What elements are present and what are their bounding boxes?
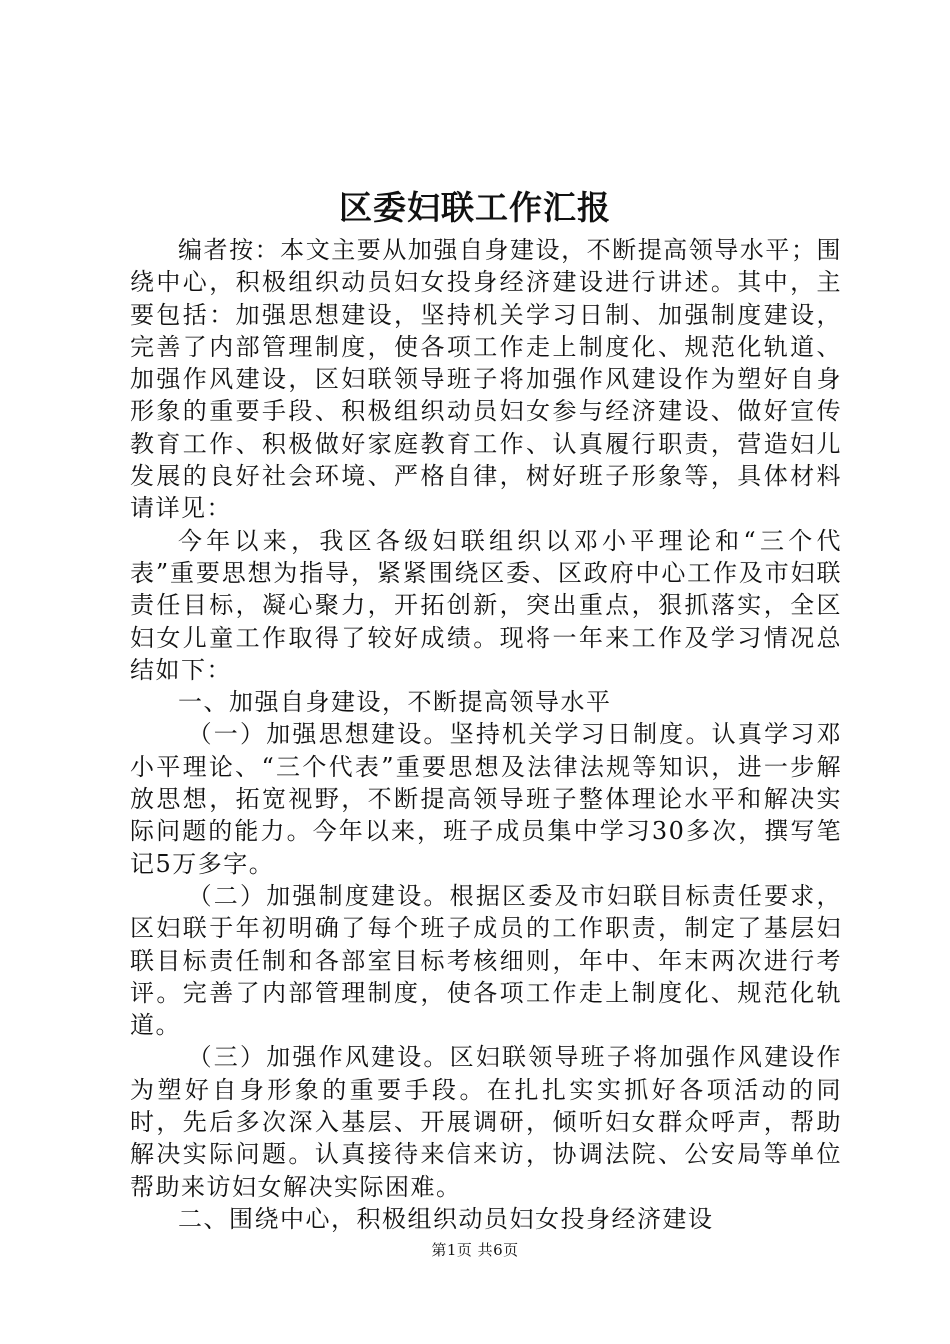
section-heading-2: 二、围绕中心，积极组织动员妇女投身经济建设 [178,1204,714,1233]
page-number-footer: 第1页 共6页 [431,1241,519,1259]
section-heading-1: 一、加强自身建设，不断提高领导水平 [178,688,612,717]
document-body [130,234,842,1235]
document-title: 区委妇联工作汇报 [339,188,611,227]
intro-paragraph: 今年以来，我区各级妇联组织以邓小平理论和“三个代表”重要思想为指导，紧紧围绕区委、区政府中心工作及市妇联责任目标，凝心聚力，开拓创新，突出重点，狠抓落实，全区妇女儿童工作取得了较好成绩。现将一年来工作及学习情况总结如下： [130,526,842,684]
subsection-paragraph-2: （二）加强制度建设。根据区委及市妇联目标责任要求，区妇联于年初明确了每个班子成员的工作职责，制定了基层妇联目标责任制和各部室目标考核细则，年中、年末两次进行考评。完善了内部管理制度，使各项工作走上制度化、规范化轨道。 [130,881,842,1040]
subsection-paragraph-1: （一）加强思想建设。坚持机关学习日制度。认真学习邓小平理论、“三个代表”重要思想及法律法规等知识，进一步解放思想，拓宽视野，不断提高领导班子整体理论水平和解决实际问题的能力。今年以来，班子成员集中学习30多次，撰写笔记5万多字。 [130,720,842,878]
editor-note-paragraph: 编者按：本文主要从加强自身建设，不断提高领导水平；围绕中心，积极组织动员妇女投身经济建设进行讲述。其中，主要包括：加强思想建设，坚持机关学习日制、加强制度建设，完善了内部管理制度，使各项工作走上制度化、规范化轨道、加强作风建设，区妇联领导班子将加强作风建设作为塑好自身形象的重要手段、积极组织动员妇女参与经济建设、做好宣传教育工作、积极做好家庭教育工作、认真履行职责，营造妇儿发展的良好社会环境、严格自律，树好班子形象等，具体材料请详见： [130,236,842,523]
subsection-paragraph-3: （三）加强作风建设。区妇联领导班子将加强作风建设作为塑好自身形象的重要手段。在扎扎实实抓好各项活动的同时，先后多次深入基层、开展调研，倾听妇女群众呼声，帮助解决实际问题。认真接待来信来访，协调法院、公安局等单位帮助来访妇女解决实际困难。 [130,1043,842,1201]
